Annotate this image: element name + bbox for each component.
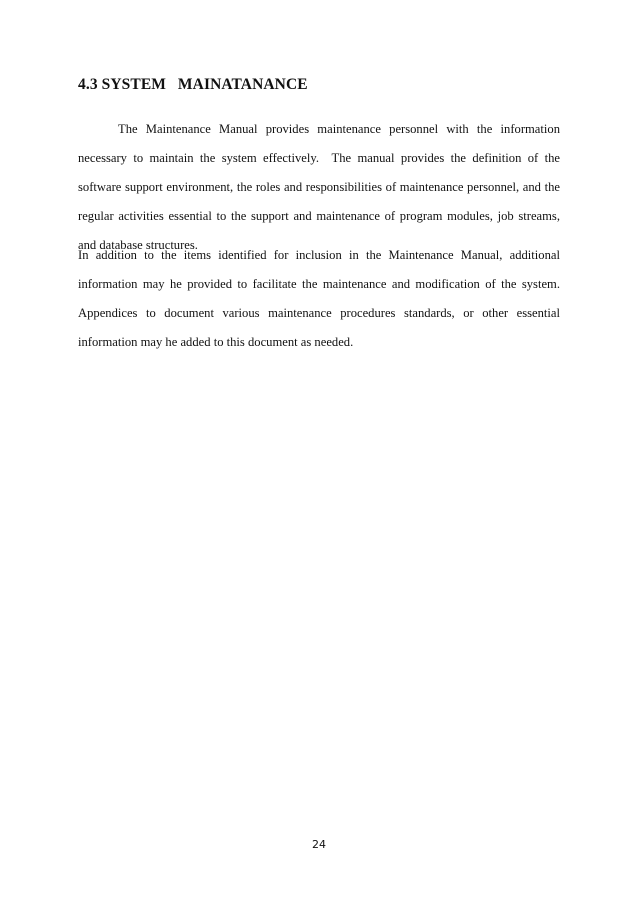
paragraph-maintenance-manual: The Maintenance Manual provides maintenance personnel with the information necessary to maintain the system effectively. The manual provides the definition of the software support environment, the roles and responsibilities of maintenance personnel, and the regular activities essential to the support and maintenance of program modules, job streams, and database structures. bbox=[78, 122, 564, 252]
paragraph-additional-information: In addition to the items identified for inclusion in the Maintenance Manual, additional information may he provided to facilitate the maintenance and modification of the system. Appendices to document various maintenance procedures standards, or other essential information may he added to this document as needed. bbox=[78, 248, 564, 349]
section-heading: 4.3 SYSTEM MAINATANANCE bbox=[78, 76, 308, 93]
page-number: 24 bbox=[312, 838, 326, 851]
